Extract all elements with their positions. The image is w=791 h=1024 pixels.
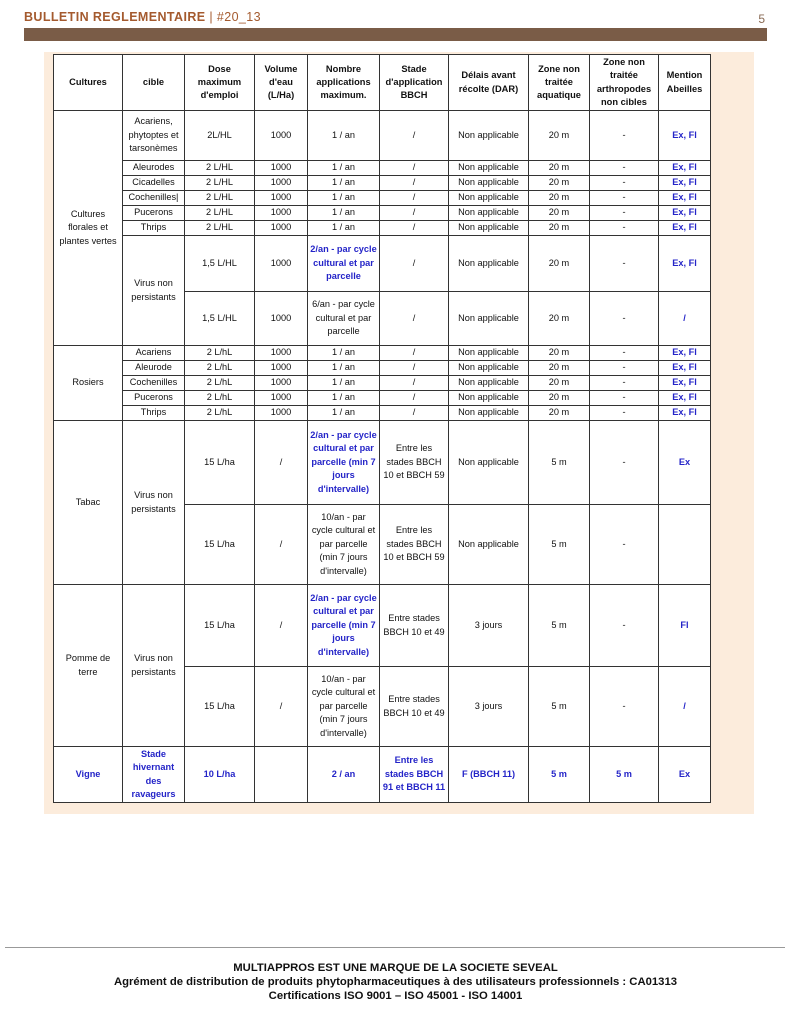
cell-zna: 20 m: [529, 206, 590, 221]
cell-nombre: 1 / an: [308, 161, 380, 176]
cell-zna: 20 m: [529, 221, 590, 236]
cell-cible: Virus non persistants: [123, 236, 185, 346]
cell-nombre: 1 / an: [308, 191, 380, 206]
cell-nombre: 1 / an: [308, 391, 380, 406]
cell-zna: 20 m: [529, 161, 590, 176]
cell-cible: Virus non persistants: [123, 585, 185, 747]
cell-znt: -: [590, 111, 659, 161]
cell-delais: Non applicable: [449, 376, 529, 391]
cell-stade: Entre les stades BBCH 10 et BBCH 59: [380, 505, 449, 585]
table-row: [54, 206, 711, 221]
col-header-volume: Volume d'eau (L/Ha): [255, 55, 308, 111]
cell-cible: Stade hivernant des ravageurs: [123, 747, 185, 803]
cell-nombre: 10/an - par cycle cultural et par parcelle (min 7 jours d'intervalle): [308, 505, 380, 585]
cell-znt: -: [590, 236, 659, 292]
table-row: [54, 161, 711, 176]
cell-delais: Non applicable: [449, 346, 529, 361]
cell-volume: 1000: [255, 161, 308, 176]
cell-stade: /: [380, 221, 449, 236]
cell-mention: Ex, Fl: [659, 406, 711, 421]
table-header-row: [54, 55, 711, 111]
cell-volume: 1000: [255, 391, 308, 406]
cell-stade: Entre stades BBCH 10 et 49: [380, 585, 449, 667]
cell-zna: 20 m: [529, 361, 590, 376]
cell-zna: 5 m: [529, 421, 590, 505]
cell-cible: Acariens: [123, 346, 185, 361]
cell-znt: -: [590, 206, 659, 221]
cell-zna: 20 m: [529, 176, 590, 191]
cell-nombre: 2/an - par cycle cultural et par parcelle (min 7 jours d'intervalle): [308, 421, 380, 505]
cell-delais: Non applicable: [449, 191, 529, 206]
cell-nombre: 1 / an: [308, 346, 380, 361]
cell-dose: 2 L/hL: [185, 391, 255, 406]
cell-mention: /: [659, 292, 711, 346]
cell-volume: 1000: [255, 236, 308, 292]
footer-agrement-line: Agrément de distribution de produits phytopharmaceutiques à des utilisateurs professionnels : CA01313: [113, 976, 678, 988]
cell-nombre: 2 / an: [308, 747, 380, 803]
cell-mention: [659, 505, 711, 585]
cell-volume: 1000: [255, 206, 308, 221]
col-header-dose: Dose maximum d'emploi: [185, 55, 255, 111]
cell-cible: Virus non persistants: [123, 421, 185, 585]
cell-volume: /: [255, 585, 308, 667]
cell-nombre: 2/an - par cycle cultural et par parcelle: [308, 236, 380, 292]
table-row: [54, 421, 711, 505]
cell-nombre: 1 / an: [308, 206, 380, 221]
group-rosiers: Rosiers: [54, 346, 123, 421]
cell-stade: /: [380, 111, 449, 161]
cell-dose: 2 L/HL: [185, 176, 255, 191]
cell-delais: Non applicable: [449, 505, 529, 585]
col-header-mention: Mention Abeilles: [659, 55, 711, 111]
col-header-cible: cible: [123, 55, 185, 111]
cell-volume: 1000: [255, 176, 308, 191]
cell-dose: 2 L/hL: [185, 406, 255, 421]
cell-cible: Acariens, phytoptes et tarsonèmes: [123, 111, 185, 161]
cell-delais: Non applicable: [449, 206, 529, 221]
table-row: [54, 221, 711, 236]
table-row: [54, 191, 711, 206]
cell-delais: Non applicable: [449, 406, 529, 421]
cell-mention: Ex, Fl: [659, 376, 711, 391]
cell-cible: Thrips: [123, 221, 185, 236]
cell-dose: 2 L/hL: [185, 361, 255, 376]
cell-stade: /: [380, 191, 449, 206]
cell-mention: Ex, Fl: [659, 391, 711, 406]
cell-zna: 20 m: [529, 376, 590, 391]
cell-dose: 15 L/ha: [185, 667, 255, 747]
cell-zna: 20 m: [529, 391, 590, 406]
cell-stade: /: [380, 161, 449, 176]
cell-mention: Ex, Fl: [659, 176, 711, 191]
cell-delais: Non applicable: [449, 292, 529, 346]
cell-volume: 1000: [255, 361, 308, 376]
cell-dose: 2L/HL: [185, 111, 255, 161]
cell-znt: -: [590, 585, 659, 667]
cell-dose: 2 L/HL: [185, 161, 255, 176]
cell-cible: Pucerons: [123, 206, 185, 221]
table-row: [54, 747, 711, 803]
cell-znt: -: [590, 406, 659, 421]
group-tabac: Tabac: [54, 421, 123, 585]
cell-zna: 5 m: [529, 747, 590, 803]
cell-volume: 1000: [255, 292, 308, 346]
cell-stade: Entre les stades BBCH 91 et BBCH 11: [380, 747, 449, 803]
cell-dose: 2 L/HL: [185, 206, 255, 221]
cell-znt: -: [590, 176, 659, 191]
cell-stade: /: [380, 292, 449, 346]
cell-znt: 5 m: [590, 747, 659, 803]
cell-znt: -: [590, 221, 659, 236]
bulletin-title: BULLETIN REGLEMENTAIRE | #20_13: [24, 10, 261, 24]
cell-mention: Ex, Fl: [659, 361, 711, 376]
cell-mention: Ex: [659, 421, 711, 505]
cell-znt: -: [590, 361, 659, 376]
cell-dose: 15 L/ha: [185, 421, 255, 505]
cell-dose: 2 L/hL: [185, 376, 255, 391]
cell-mention: Ex: [659, 747, 711, 803]
cell-mention: Ex, Fl: [659, 221, 711, 236]
group-cultures-florales: Cultures florales et plantes vertes: [54, 111, 123, 346]
cell-delais: Non applicable: [449, 221, 529, 236]
cell-zna: 20 m: [529, 191, 590, 206]
cell-stade: Entre stades BBCH 10 et 49: [380, 667, 449, 747]
col-header-znt: Zone non traitée arthropodes non cibles: [590, 55, 659, 111]
cell-delais: Non applicable: [449, 361, 529, 376]
cell-stade: /: [380, 206, 449, 221]
cell-mention: Ex, Fl: [659, 236, 711, 292]
cell-delais: Non applicable: [449, 391, 529, 406]
cell-znt: -: [590, 391, 659, 406]
cell-znt: -: [590, 161, 659, 176]
cell-nombre: 10/an - par cycle cultural et par parcelle (min 7 jours d'intervalle): [308, 667, 380, 747]
table-row: [54, 585, 711, 667]
cell-volume: /: [255, 505, 308, 585]
cell-stade: /: [380, 406, 449, 421]
cell-cible: Cochenilles: [123, 376, 185, 391]
cell-zna: 20 m: [529, 111, 590, 161]
cell-volume: 1000: [255, 406, 308, 421]
table-row: [54, 406, 711, 421]
cell-volume: [255, 747, 308, 803]
cell-cible: Cochenilles|: [123, 191, 185, 206]
cell-mention: Ex, Fl: [659, 206, 711, 221]
cell-nombre: 1 / an: [308, 406, 380, 421]
cell-delais: Non applicable: [449, 236, 529, 292]
table-row: [54, 236, 711, 292]
cell-mention: Ex, Fl: [659, 346, 711, 361]
cell-znt: -: [590, 505, 659, 585]
cell-dose: 2 L/HL: [185, 221, 255, 236]
cell-dose: 15 L/ha: [185, 585, 255, 667]
usage-table: [53, 54, 711, 803]
cell-delais: Non applicable: [449, 176, 529, 191]
cell-dose: 2 L/HL: [185, 191, 255, 206]
cell-delais: F (BBCH 11): [449, 747, 529, 803]
cell-cible: Cicadelles: [123, 176, 185, 191]
cell-stade: /: [380, 391, 449, 406]
cell-stade: /: [380, 176, 449, 191]
cell-zna: 5 m: [529, 667, 590, 747]
cell-znt: -: [590, 376, 659, 391]
cell-mention: Ex, Fl: [659, 161, 711, 176]
table-row: [54, 361, 711, 376]
table-row: [54, 391, 711, 406]
cell-znt: -: [590, 421, 659, 505]
cell-nombre: 1 / an: [308, 376, 380, 391]
cell-cible: Pucerons: [123, 391, 185, 406]
table-row: [54, 346, 711, 361]
cell-stade: /: [380, 346, 449, 361]
cell-nombre: 6/an - par cycle cultural et par parcelle: [308, 292, 380, 346]
cell-nombre: 1 / an: [308, 111, 380, 161]
footer-divider: [5, 947, 785, 948]
cell-zna: 20 m: [529, 236, 590, 292]
footer: [0, 961, 791, 1003]
cell-znt: -: [590, 292, 659, 346]
cell-delais: 3 jours: [449, 667, 529, 747]
cell-nombre: 1 / an: [308, 176, 380, 191]
cell-delais: 3 jours: [449, 585, 529, 667]
cell-nombre: 2/an - par cycle cultural et par parcelle (min 7 jours d'intervalle): [308, 585, 380, 667]
cell-dose: 1,5 L/HL: [185, 236, 255, 292]
cell-nombre: 1 / an: [308, 361, 380, 376]
cell-mention: Ex, Fl: [659, 111, 711, 161]
col-header-zna: Zone non traitée aquatique: [529, 55, 590, 111]
cell-cible: Aleurode: [123, 361, 185, 376]
cell-volume: 1000: [255, 221, 308, 236]
group-pomme-de-terre: Pomme de terre: [54, 585, 123, 747]
cell-volume: /: [255, 421, 308, 505]
col-header-stade: Stade d'application BBCH: [380, 55, 449, 111]
table-row: [54, 176, 711, 191]
cell-mention: Ex, Fl: [659, 191, 711, 206]
cell-volume: 1000: [255, 111, 308, 161]
cell-volume: 1000: [255, 376, 308, 391]
group-vigne: Vigne: [54, 747, 123, 803]
cell-dose: 10 L/ha: [185, 747, 255, 803]
header-bar: [24, 28, 767, 41]
col-header-delais: Délais avant récolte (DAR): [449, 55, 529, 111]
cell-cible: Thrips: [123, 406, 185, 421]
cell-nombre: 1 / an: [308, 221, 380, 236]
cell-delais: Non applicable: [449, 161, 529, 176]
cell-dose: 2 L/hL: [185, 346, 255, 361]
cell-volume: 1000: [255, 346, 308, 361]
cell-zna: 20 m: [529, 292, 590, 346]
table-row: [54, 111, 711, 161]
cell-stade: /: [380, 376, 449, 391]
cell-volume: /: [255, 667, 308, 747]
cell-stade: Entre les stades BBCH 10 et BBCH 59: [380, 421, 449, 505]
cell-zna: 5 m: [529, 505, 590, 585]
cell-znt: -: [590, 346, 659, 361]
footer-certifications-line: Certifications ISO 9001 – ISO 45001 - ISO 14001: [268, 990, 523, 1002]
page-number: 5: [758, 12, 765, 26]
col-header-nombre: Nombre applications maximum.: [308, 55, 380, 111]
cell-mention: /: [659, 667, 711, 747]
cell-dose: 15 L/ha: [185, 505, 255, 585]
footer-brand-line: MULTIAPPROS EST UNE MARQUE DE LA SOCIETE SEVEAL: [233, 962, 558, 974]
cell-stade: /: [380, 361, 449, 376]
cell-delais: Non applicable: [449, 111, 529, 161]
cell-mention: Fl: [659, 585, 711, 667]
cell-cible: Aleurodes: [123, 161, 185, 176]
col-header-cultures: Cultures: [54, 55, 123, 111]
cell-zna: 20 m: [529, 406, 590, 421]
cell-znt: -: [590, 191, 659, 206]
cell-znt: -: [590, 667, 659, 747]
table-row: [54, 376, 711, 391]
cell-volume: 1000: [255, 191, 308, 206]
cell-stade: /: [380, 236, 449, 292]
cell-delais: Non applicable: [449, 421, 529, 505]
cell-dose: 1,5 L/HL: [185, 292, 255, 346]
cell-zna: 20 m: [529, 346, 590, 361]
cell-zna: 5 m: [529, 585, 590, 667]
